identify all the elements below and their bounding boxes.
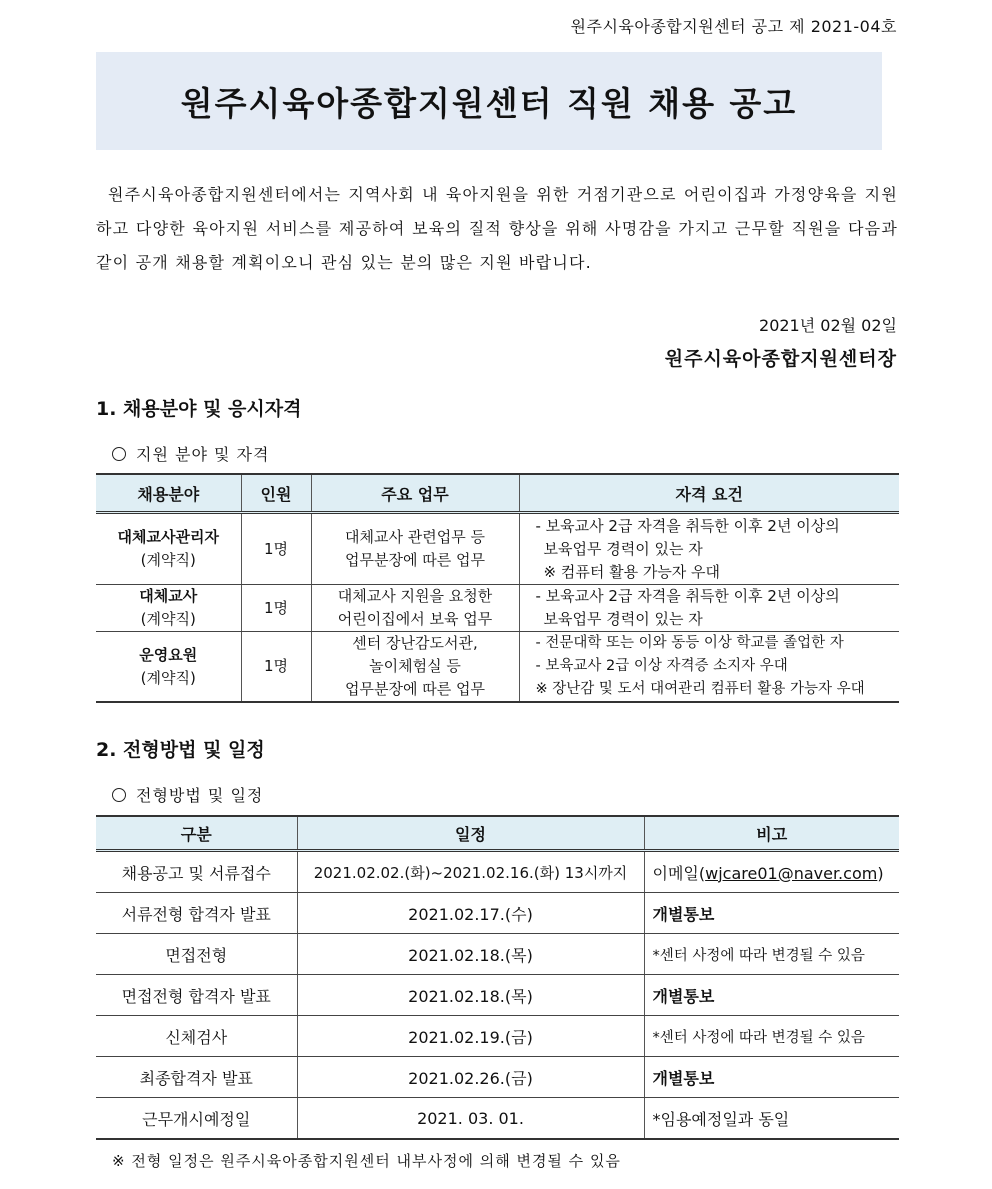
duty-cell xyxy=(311,632,519,703)
qualification-line: ※ 장난감 및 도서 대여관리 컴퓨터 활용 가능자 우대 xyxy=(535,681,865,697)
role-name: 대체교사 xyxy=(139,587,198,605)
schedule-cell: 2021.02.18.(목) xyxy=(297,934,644,975)
stage-cell: 서류전형 합격자 발표 xyxy=(96,893,297,934)
table-row xyxy=(96,1016,899,1057)
duty-cell xyxy=(311,513,519,585)
schedule-cell: 2021.02.19.(금) xyxy=(297,1016,644,1057)
circle-bullet-icon xyxy=(112,788,126,802)
duty-line: 놀이체험실 등 xyxy=(369,657,461,675)
note-cell: 개별통보 xyxy=(644,893,899,934)
schedule-table xyxy=(96,815,899,1140)
role-type: (계약직) xyxy=(140,668,196,687)
note-cell: 개별통보 xyxy=(644,1057,899,1098)
circle-bullet-icon xyxy=(112,447,126,461)
qualification-cell xyxy=(519,513,899,585)
column-header: 일정 xyxy=(297,816,644,851)
notice-number: 원주시육아종합지원센터 공고 제 2021-04호 xyxy=(570,17,897,36)
schedule-cell: 2021.02.18.(목) xyxy=(297,975,644,1016)
note-cell xyxy=(644,851,899,893)
role-name: 대체교사관리자 xyxy=(117,528,219,546)
count-cell: 1명 xyxy=(241,513,311,585)
role-cell xyxy=(96,632,241,703)
role-cell xyxy=(96,585,241,632)
column-header: 채용분야 xyxy=(96,474,241,513)
section-1-heading: 1. 채용분야 및 응시자격 xyxy=(96,398,302,420)
stage-cell: 면접전형 합격자 발표 xyxy=(96,975,297,1016)
stage-cell: 최종합격자 발표 xyxy=(96,1057,297,1098)
stage-cell: 채용공고 및 서류접수 xyxy=(96,851,297,893)
stage-cell: 근무개시예정일 xyxy=(96,1098,297,1140)
qualification-line: - 보육교사 2급 자격을 취득한 이후 2년 이상의 xyxy=(535,516,840,535)
duty-line: 센터 장난감도서관, xyxy=(352,634,478,652)
qualification-line: 보육업무 경력이 있는 자 xyxy=(543,539,703,558)
note-cell: *센터 사정에 따라 변경될 수 있음 xyxy=(644,934,899,975)
count-cell: 1명 xyxy=(241,585,311,632)
column-header: 구분 xyxy=(96,816,297,851)
table-row xyxy=(96,975,899,1016)
duty-line: 대체교사 관련업무 등 xyxy=(345,528,485,546)
role-cell xyxy=(96,513,241,585)
count-cell: 1명 xyxy=(241,632,311,703)
schedule-cell: 2021.02.02.(화)~2021.02.16.(화) 13시까지 xyxy=(297,851,644,893)
duty-line: 대체교사 지원을 요청한 xyxy=(337,587,493,605)
note-suffix: ) xyxy=(877,863,884,883)
notice-date: 2021년 02월 02일 xyxy=(759,316,897,335)
recruitment-table xyxy=(96,473,899,703)
table-row xyxy=(96,513,899,585)
section-2-subheading-label: 전형방법 및 일정 xyxy=(136,786,264,805)
qualification-line: - 전문대학 또는 이와 동등 이상 학교를 졸업한 자 xyxy=(535,635,844,651)
schedule-cell: 2021.02.17.(수) xyxy=(297,893,644,934)
column-header: 비고 xyxy=(644,816,899,851)
note-cell: *센터 사정에 따라 변경될 수 있음 xyxy=(644,1016,899,1057)
table-row xyxy=(96,1057,899,1098)
issuer-name: 원주시육아종합지원센터장 xyxy=(664,348,897,370)
column-header: 자격 요건 xyxy=(519,474,899,513)
duty-line: 업무분장에 따른 업무 xyxy=(345,680,485,698)
note-cell: 개별통보 xyxy=(644,975,899,1016)
role-type: (계약직) xyxy=(140,610,196,628)
section-2-subheading xyxy=(112,783,263,806)
qualification-line: 보육업무 경력이 있는 자 xyxy=(543,610,703,628)
duty-line: 어린이집에서 보육 업무 xyxy=(337,610,493,628)
note-cell: *임용예정일과 동일 xyxy=(644,1098,899,1140)
table-row xyxy=(96,893,899,934)
stage-cell: 면접전형 xyxy=(96,934,297,975)
column-header: 주요 업무 xyxy=(311,474,519,513)
schedule-footnote: ※ 전형 일정은 원주시육아종합지원센터 내부사정에 의해 변경될 수 있음 xyxy=(112,1152,621,1170)
duty-cell xyxy=(311,585,519,632)
qualification-line: ※ 컴퓨터 활용 가능자 우대 xyxy=(543,562,721,581)
qualification-cell xyxy=(519,632,899,703)
qualification-cell xyxy=(519,585,899,632)
email-link[interactable]: wjcare01@naver.com xyxy=(705,863,878,883)
intro-paragraph: 원주시육아종합지원센터에서는 지역사회 내 육아지원을 위한 거점기관으로 어린이집과 가정양육을 지원하고 다양한 육아지원 서비스를 제공하여 보육의 질적 향상을 위해 사명감을 가지고 근무할 직원을 다음과 같이 공개 채용할 계획이오니 관심 있는 분의 많은 지원 바랍니다. xyxy=(96,185,898,272)
qualification-line: - 보육교사 2급 이상 자격증 소지자 우대 xyxy=(535,658,788,674)
table-row xyxy=(96,585,899,632)
duty-line: 업무분장에 따른 업무 xyxy=(345,551,485,569)
schedule-cell: 2021. 03. 01. xyxy=(297,1098,644,1140)
column-header: 인원 xyxy=(241,474,311,513)
role-name: 운영요원 xyxy=(139,645,198,664)
title-banner xyxy=(96,52,882,150)
schedule-cell: 2021.02.26.(금) xyxy=(297,1057,644,1098)
stage-cell: 신체검사 xyxy=(96,1016,297,1057)
section-1-subheading xyxy=(112,442,269,465)
page-title: 원주시육아종합지원센터 직원 채용 공고 xyxy=(180,83,798,123)
table-row xyxy=(96,934,899,975)
role-type: (계약직) xyxy=(140,551,196,569)
note-prefix: 이메일( xyxy=(652,863,706,883)
table-row xyxy=(96,632,899,703)
table-row xyxy=(96,1098,899,1140)
qualification-line: - 보육교사 2급 자격을 취득한 이후 2년 이상의 xyxy=(535,587,840,605)
section-2-heading: 2. 전형방법 및 일정 xyxy=(96,739,265,761)
section-1-subheading-label: 지원 분야 및 자격 xyxy=(136,445,270,464)
table-row xyxy=(96,851,899,893)
